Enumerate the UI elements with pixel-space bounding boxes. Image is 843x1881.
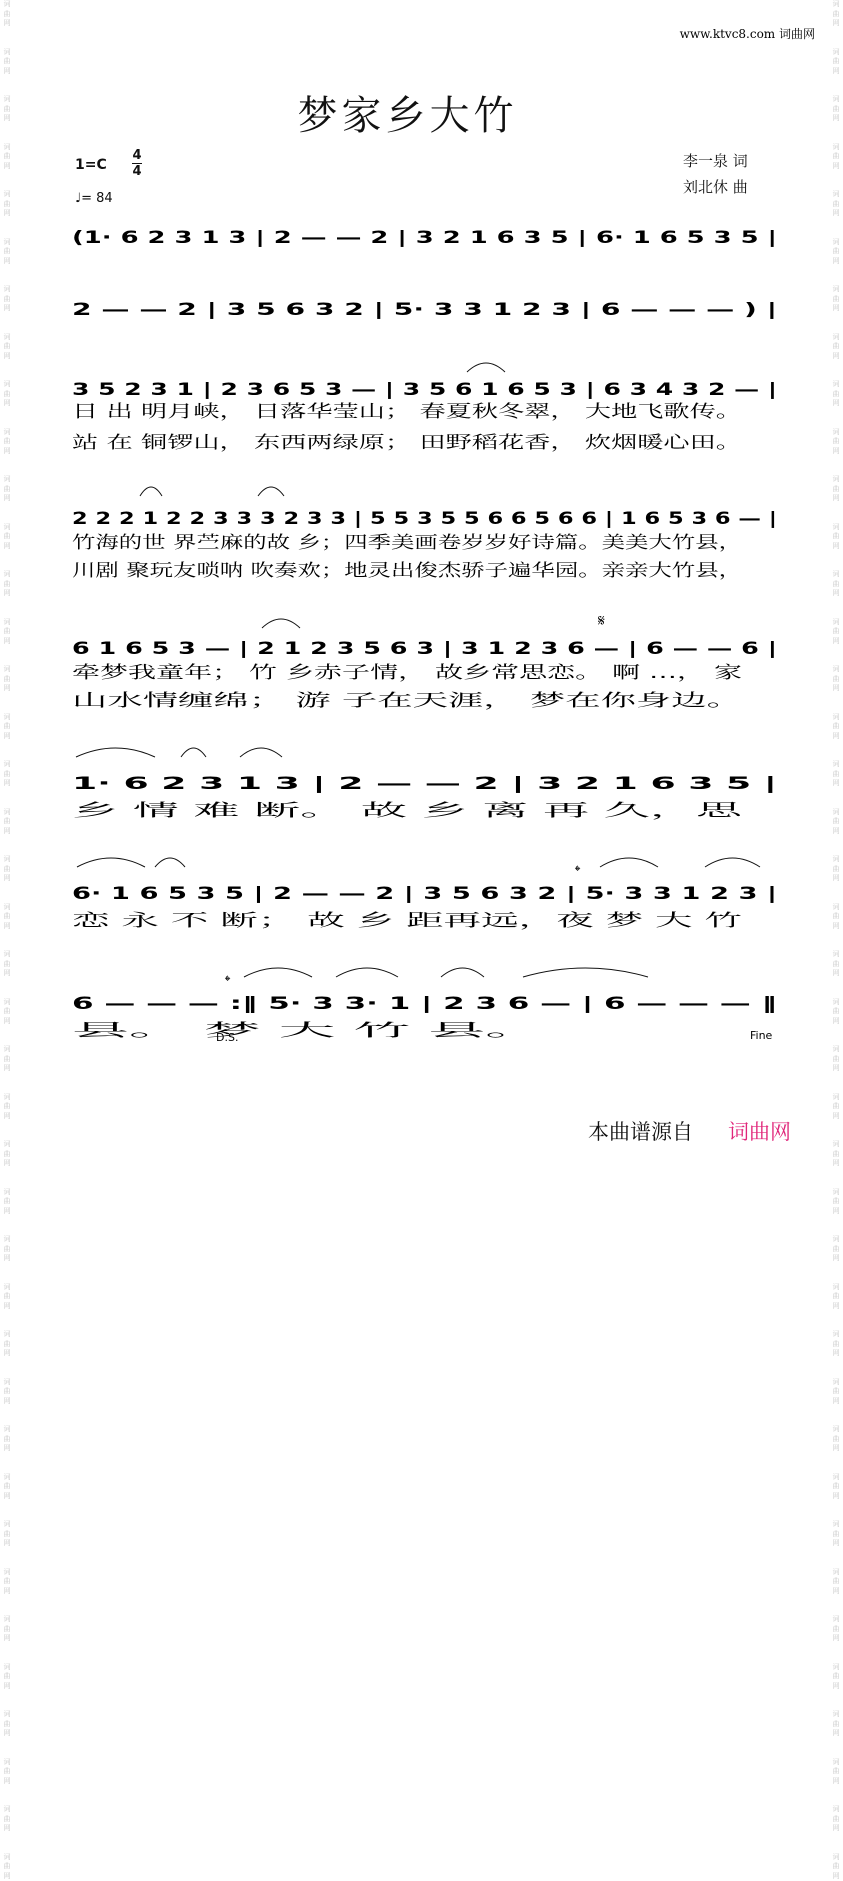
notation-row-2: 2 — — 2 | 3 5 6 3 2 | 5· 3 3 1 2 3 | 6 — — — ) |	[72, 300, 777, 320]
tempo-value: = 84	[81, 191, 113, 206]
tie-arc-3	[258, 487, 284, 496]
notation-row-4: 2 2 2 1 2 2 3 3 3 2 3 3 | 5 5 3 5 5 6 6 5 6 6 | 1 6 5 3 6 — |	[72, 509, 777, 529]
tie-arc-7	[240, 748, 282, 757]
ds-mark: D.S.	[216, 1031, 239, 1044]
notation-row-5: 6 1 6 5 3 — | 2 1 2 3 5 6 3 | 3 1 2 3 6 — | 6 — — 6 |	[72, 639, 777, 659]
lyric-row-8-1: 县。 梦 大 竹 县。	[72, 1021, 542, 1041]
source-label: 本曲谱源自	[588, 1120, 693, 1144]
lyric-row-5-2: 山水情缠绵； 游 子在天涯， 梦在你身边。	[72, 691, 742, 711]
notation-row-8: 6 — — — :‖ 5· 3 3· 1 | 2 3 6 — | 6 — — — ‖	[72, 994, 777, 1014]
watermark-left: 词 曲 网 词 曲 网 词 曲 网 词 曲 网 词 曲 网 词 曲 网 词 曲 网 词 曲 网 词 曲 网 词 曲 网 词 曲 网 词 曲 网 词 曲 网 词 曲 网 词 曲 网 词 曲 网 词 曲 网 词 曲 网 词 曲 网 词 曲 网 词 曲 网 词 曲 网 词 曲 网 词 曲 网 词 曲 网 词 曲 网 词 曲 网 词 曲 网 词 曲 网 词 曲 网 词 曲 网 词 曲 网 词 曲 网 词 曲 网 词 曲 网 词 曲 网 词 曲 网 词 曲 网 词 曲 网 词 曲 网	[3, 0, 11, 1880]
site-url[interactable]: www.ktvc8.com 词曲网	[679, 27, 815, 41]
notation-row-1: (1· 6 2 3 1 3 | 2 — — 2 | 3 2 1 6 3 5 | 6· 1 6 5 3 5 |	[72, 228, 777, 248]
lyric-row-4-1: 竹海的世 界苎麻的故 乡；四季美画卷岁岁好诗篇。美美大竹县，	[72, 533, 742, 553]
fine-mark: Fine	[750, 1029, 773, 1042]
tie-arc-10	[600, 858, 658, 867]
tie-arc-12	[244, 968, 312, 977]
tie-arc-8	[77, 858, 145, 867]
tie-arc-11	[705, 858, 760, 867]
lyric-row-3-1: 日 出 明月峡， 日落华莹山； 春夏秋冬翠， 大地飞歌传。	[72, 402, 742, 422]
lyric-row-3-2: 站 在 铜锣山， 东西两绿原； 田野稻花香， 炊烟暖心田。	[72, 433, 742, 453]
tie-arc-13	[336, 968, 398, 977]
coda-icon-2: 𝄌	[225, 972, 231, 990]
key-signature: 1=C	[75, 157, 107, 173]
notation-row-6: 1· 6 2 3 1 3 | 2 — — 2 | 3 2 1 6 3 5 |	[72, 774, 777, 794]
notation-row-7: 6· 1 6 5 3 5 | 2 — — 2 | 3 5 6 3 2 | 5· 3 3 1 2 3 |	[72, 884, 777, 904]
notation-row-3: 3 5 2 3 1 | 2 3 6 5 3 — | 3 5 6 1 6 5 3 | 6 3 4 3 2 — |	[72, 380, 777, 400]
quarter-note-icon: ♩	[75, 191, 82, 206]
tie-arc-1	[467, 363, 505, 372]
tie-arc-2	[140, 487, 162, 496]
composer-credit: 刘北休 曲	[683, 178, 748, 196]
meter-top: 4	[132, 148, 142, 163]
tie-arc-14	[441, 968, 484, 977]
tie-arc-4	[262, 619, 300, 628]
lyricist-credit: 李一泉 词	[683, 152, 748, 170]
tie-arc-6	[181, 748, 206, 757]
coda-icon: 𝄌	[575, 862, 581, 880]
lyric-row-4-2: 川剧 聚玩友唢呐 吹奏欢；地灵出俊杰骄子遍华园。亲亲大竹县，	[72, 561, 559, 581]
lyric-row-7-1: 恋 永 不 断； 故 乡 距再远，夜 梦 大 竹	[72, 911, 742, 931]
meter-bottom: 4	[132, 164, 142, 179]
page-title: 梦家乡大竹	[297, 93, 518, 139]
tie-arc-15	[523, 968, 648, 977]
watermark-right: 词 曲 网 词 曲 网 词 曲 网 词 曲 网 词 曲 网 词 曲 网 词 曲 网 词 曲 网 词 曲 网 词 曲 网 词 曲 网 词 曲 网 词 曲 网 词 曲 网 词 曲 网 词 曲 网 词 曲 网 词 曲 网 词 曲 网 词 曲 网 词 曲 网 词 曲 网 词 曲 网 词 曲 网 词 曲 网 词 曲 网 词 曲 网 词 曲 网 词 曲 网 词 曲 网 词 曲 网 词 曲 网 词 曲 网 词 曲 网 词 曲 网 词 曲 网 词 曲 网 词 曲 网 词 曲 网 词 曲 网	[832, 0, 840, 1880]
tie-arc-9	[155, 858, 185, 867]
tie-arc-5	[76, 748, 155, 757]
lyric-row-6-1: 乡 情 难 断。 故 乡 离 再 久，思	[72, 801, 745, 821]
lyric-row-5-1: 牵梦我童年； 竹 乡赤子情， 故乡常思恋。 啊 …， 家	[72, 663, 479, 683]
source-site-link[interactable]: 词曲网	[728, 1120, 791, 1144]
segno-icon: 𝄋	[598, 611, 605, 630]
